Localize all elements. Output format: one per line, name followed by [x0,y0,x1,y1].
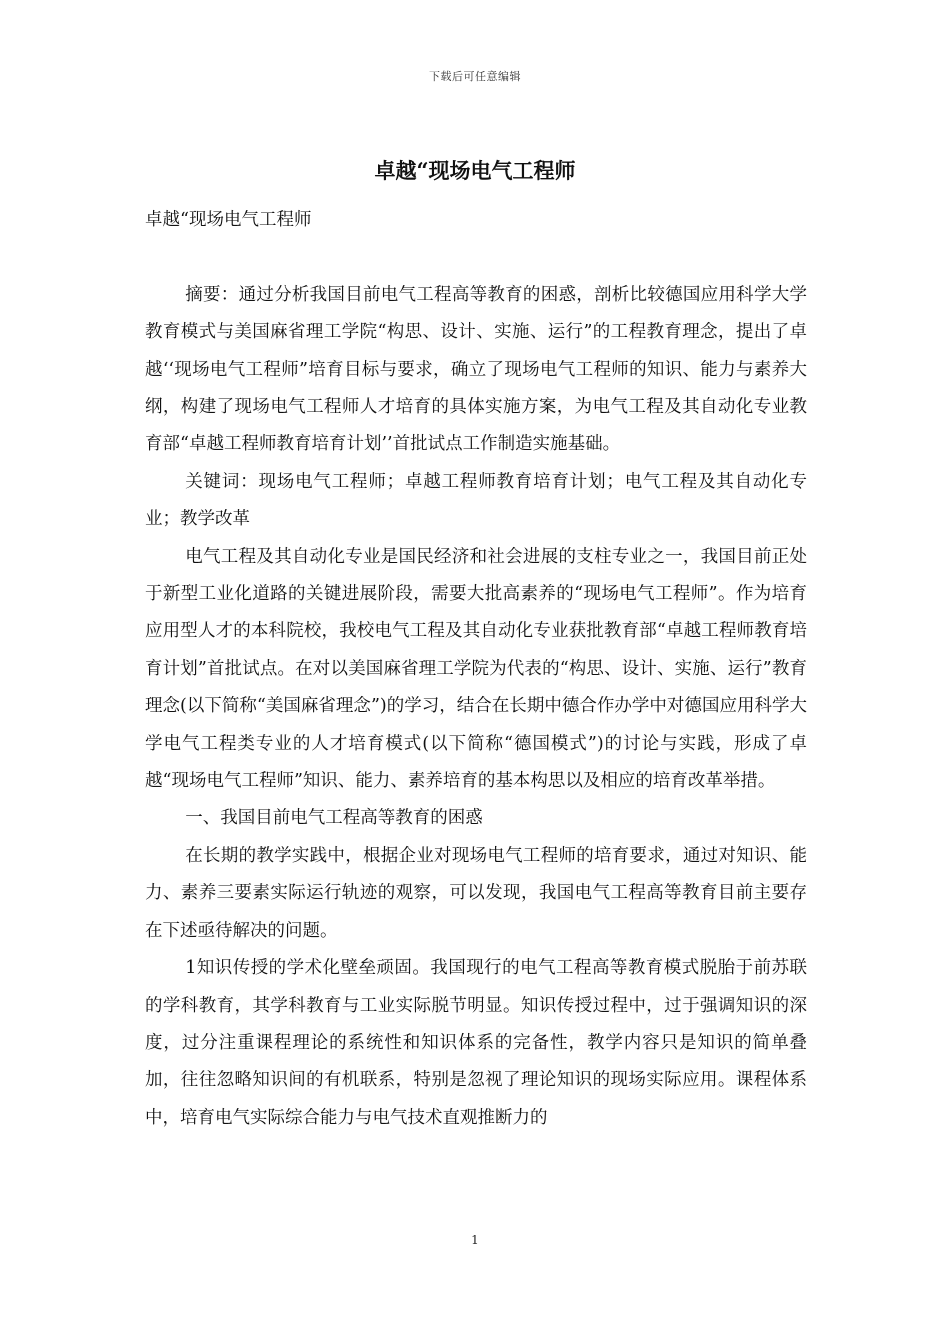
document-body [145,202,807,1137]
body-paragraph: 1知识传授的学术化壁垒顽固。我国现行的电气工程高等教育模式脱胎于前苏联的学科教育，其学科教育与工业实际脱节明显。知识传授过程中，过于强调知识的深度，过分注重课程理论的系统性和知识体系的完备性，教学内容只是知识的简单叠加，往往忽略知识间的有机联系，特别是忽视了理论知识的现场实际应用。课程体系中，培育电气实际综合能力与电气技术直观推断力的 [145,958,807,1128]
body-paragraph: 在长期的教学实践中，根据企业对现场电气工程师的培育要求，通过对知识、能力、素养三要素实际运行轨迹的观察，可以发现，我国电气工程高等教育目前主要存在下述亟待解决的问题。 [145,845,807,941]
body-paragraph: 电气工程及其自动化专业是国民经济和社会进展的支柱专业之一，我国目前正处于新型工业化道路的关键进展阶段，需要大批高素养的“现场电气工程师”。作为培育应用型人才的本科院校，我校电气工程及其自动化专业获批教育部“卓越工程师教育培育计划”首批试点。在对以美国麻省理工学院为代表的“构思、设计、实施、运行”教育理念(以下简称“美国麻省理念”)的学习，结合在长期中德合作办学中对德国应用科学大学电气工程类专业的人才培育模式(以下简称“德国模式”)的讨论与实践，形成了卓越“现场电气工程师”知识、能力、素养培育的基本构思以及相应的培育改革举措。 [145,546,807,792]
subtitle: 卓越“现场电气工程师 [145,210,312,230]
keywords-paragraph: 关键词：现场电气工程师；卓越工程师教育培育计划；电气工程及其自动化专业；教学改革 [145,471,807,530]
page-number: 1 [471,1233,479,1247]
section-heading: 一、我国目前电气工程高等教育的困惑 [185,808,483,829]
abstract-paragraph: 摘要：通过分析我国目前电气工程高等教育的困惑，剖析比较德国应用科学大学教育模式与美国麻省理工学院“构思、设计、实施、运行”的工程教育理念，提出了卓越‘‘现场电气工程师”培育目标与要求，确立了现场电气工程师的知识、能力与素养大纲，构建了现场电气工程师人才培育的具体实施方案，为电气工程及其自动化专业教育部“卓越工程师教育培育计划’’首批试点工作制造实施基础。 [145,284,807,455]
document-title: 卓越“现场电气工程师 [374,158,576,183]
header-note: 下载后可任意编辑 [429,70,521,83]
